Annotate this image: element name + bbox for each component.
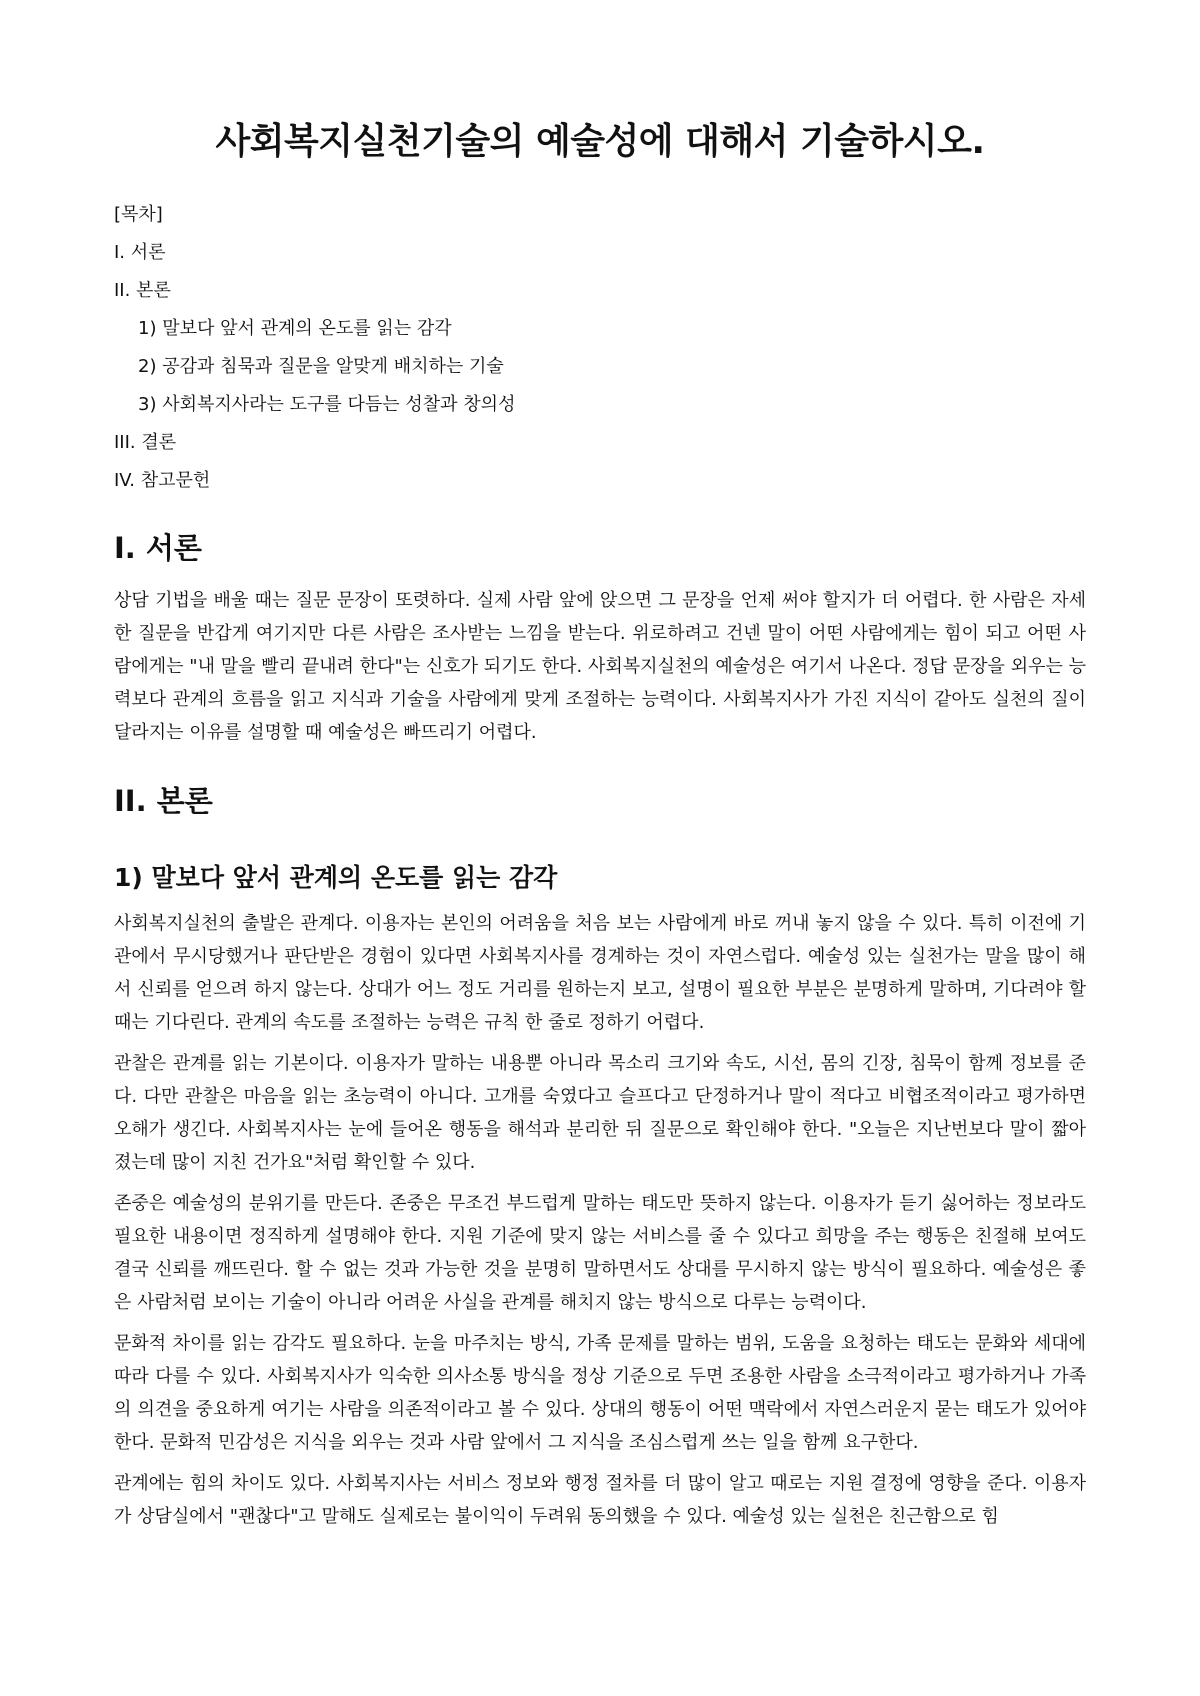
toc-label: [목차] — [114, 204, 163, 225]
body-heading: II. 본론 — [114, 784, 213, 818]
subsection-heading-1: 1) 말보다 앞서 관계의 온도를 읽는 감각 — [114, 863, 558, 892]
body-paragraph: 사회복지실천의 출발은 관계다. 이용자는 본인의 어려움을 처음 보는 사람에게 바로 꺼내 놓지 않을 수 있다. 특히 이전에 기관에서 무시당했거나 판단받은 경험이 있다면 사회복지사를 경계하는 것이 자연스럽다. 예술성 있는 실천가는 말을 많이 해서 신뢰를 얻으려 하지 않는다. 상대가 어느 정도 거리를 원하는지 보고, 설명이 필요한 부분은 분명하게 말하며, 기다려야 할 때는 기다린다. 관계의 속도를 조절하는 능력은 규칙 한 줄로 정하기 어렵다. — [114, 913, 1086, 1033]
toc-subitem-3: 3) 사회복지사라는 도구를 다듬는 성찰과 창의성 — [138, 394, 516, 415]
toc-item-references: IV. 참고문헌 — [114, 470, 211, 491]
body-paragraph: 관찰은 관계를 읽는 기본이다. 이용자가 말하는 내용뿐 아니라 목소리 크기와 속도, 시선, 몸의 긴장, 침묵이 함께 정보를 준다. 다만 관찰은 마음을 읽는 초능력이 아니다. 고개를 숙였다고 슬프다고 단정하거나 말이 적다고 비협조적이라고 평가하면 오해가 생긴다. 사회복지사는 눈에 들어온 행동을 해석과 분리한 뒤 질문으로 확인해야 한다. "오늘은 지난번보다 말이 짧아졌는데 많이 지친 건가요"처럼 확인할 수 있다. — [114, 1053, 1086, 1173]
intro-heading: I. 서론 — [114, 531, 202, 565]
toc-item-intro: I. 서론 — [114, 242, 166, 263]
toc-item-conclusion: III. 결론 — [114, 432, 177, 453]
body-paragraph: 관계에는 힘의 차이도 있다. 사회복지사는 서비스 정보와 행정 절차를 더 많이 알고 때로는 지원 결정에 영향을 준다. 이용자가 상담실에서 "괜찮다"고 말해도 실제로는 불이익이 두려워 동의했을 수 있다. 예술성 있는 실천은 친근함으로 힘 — [114, 1473, 1086, 1527]
document-title: 사회복지실천기술의 예술성에 대해서 기술하시오. — [215, 121, 985, 162]
table-of-contents — [114, 196, 1086, 500]
toc-subitem-1: 1) 말보다 앞서 관계의 온도를 읽는 감각 — [138, 318, 452, 339]
intro-paragraph: 상담 기법을 배울 때는 질문 문장이 또렷하다. 실제 사람 앞에 앉으면 그 문장을 언제 써야 할지가 더 어렵다. 한 사람은 자세한 질문을 반갑게 여기지만 다른 사람은 조사받는 느낌을 받는다. 위로하려고 건넨 말이 어떤 사람에게는 힘이 되고 어떤 사람에게는 "내 말을 빨리 끝내려 한다"는 신호가 되기도 한다. 사회복지실천의 예술성은 여기서 나온다. 정답 문장을 외우는 능력보다 관계의 흐름을 읽고 지식과 기술을 사람에게 맞게 조절하는 능력이다. 사회복지사가 가진 지식이 같아도 실천의 질이 달라지는 이유를 설명할 때 예술성은 빠뜨리기 어렵다. — [114, 590, 1086, 743]
toc-subitem-2: 2) 공감과 침묵과 질문을 알맞게 배치하는 기술 — [138, 356, 504, 377]
body-paragraph: 문화적 차이를 읽는 감각도 필요하다. 눈을 마주치는 방식, 가족 문제를 말하는 범위, 도움을 요청하는 태도는 문화와 세대에 따라 다를 수 있다. 사회복지사가 익숙한 의사소통 방식을 정상 기준으로 두면 조용한 사람을 소극적이라고 평가하거나 가족의 의견을 중요하게 여기는 사람을 의존적이라고 볼 수 있다. 상대의 행동이 어떤 맥락에서 자연스러운지 묻는 태도가 있어야 한다. 문화적 민감성은 지식을 외우는 것과 사람 앞에서 그 지식을 조심스럽게 쓰는 일을 함께 요구한다. — [114, 1333, 1086, 1453]
body-paragraph: 존중은 예술성의 분위기를 만든다. 존중은 무조건 부드럽게 말하는 태도만 뜻하지 않는다. 이용자가 듣기 싫어하는 정보라도 필요한 내용이면 정직하게 설명해야 한다. 지원 기준에 맞지 않는 서비스를 줄 수 있다고 희망을 주는 행동은 친절해 보여도 결국 신뢰를 깨뜨린다. 할 수 없는 것과 가능한 것을 분명히 말하면서도 상대를 무시하지 않는 방식이 필요하다. 예술성은 좋은 사람처럼 보이는 기술이 아니라 어려운 사실을 관계를 해치지 않는 방식으로 다루는 능력이다. — [114, 1193, 1086, 1313]
toc-item-body: II. 본론 — [114, 280, 171, 301]
